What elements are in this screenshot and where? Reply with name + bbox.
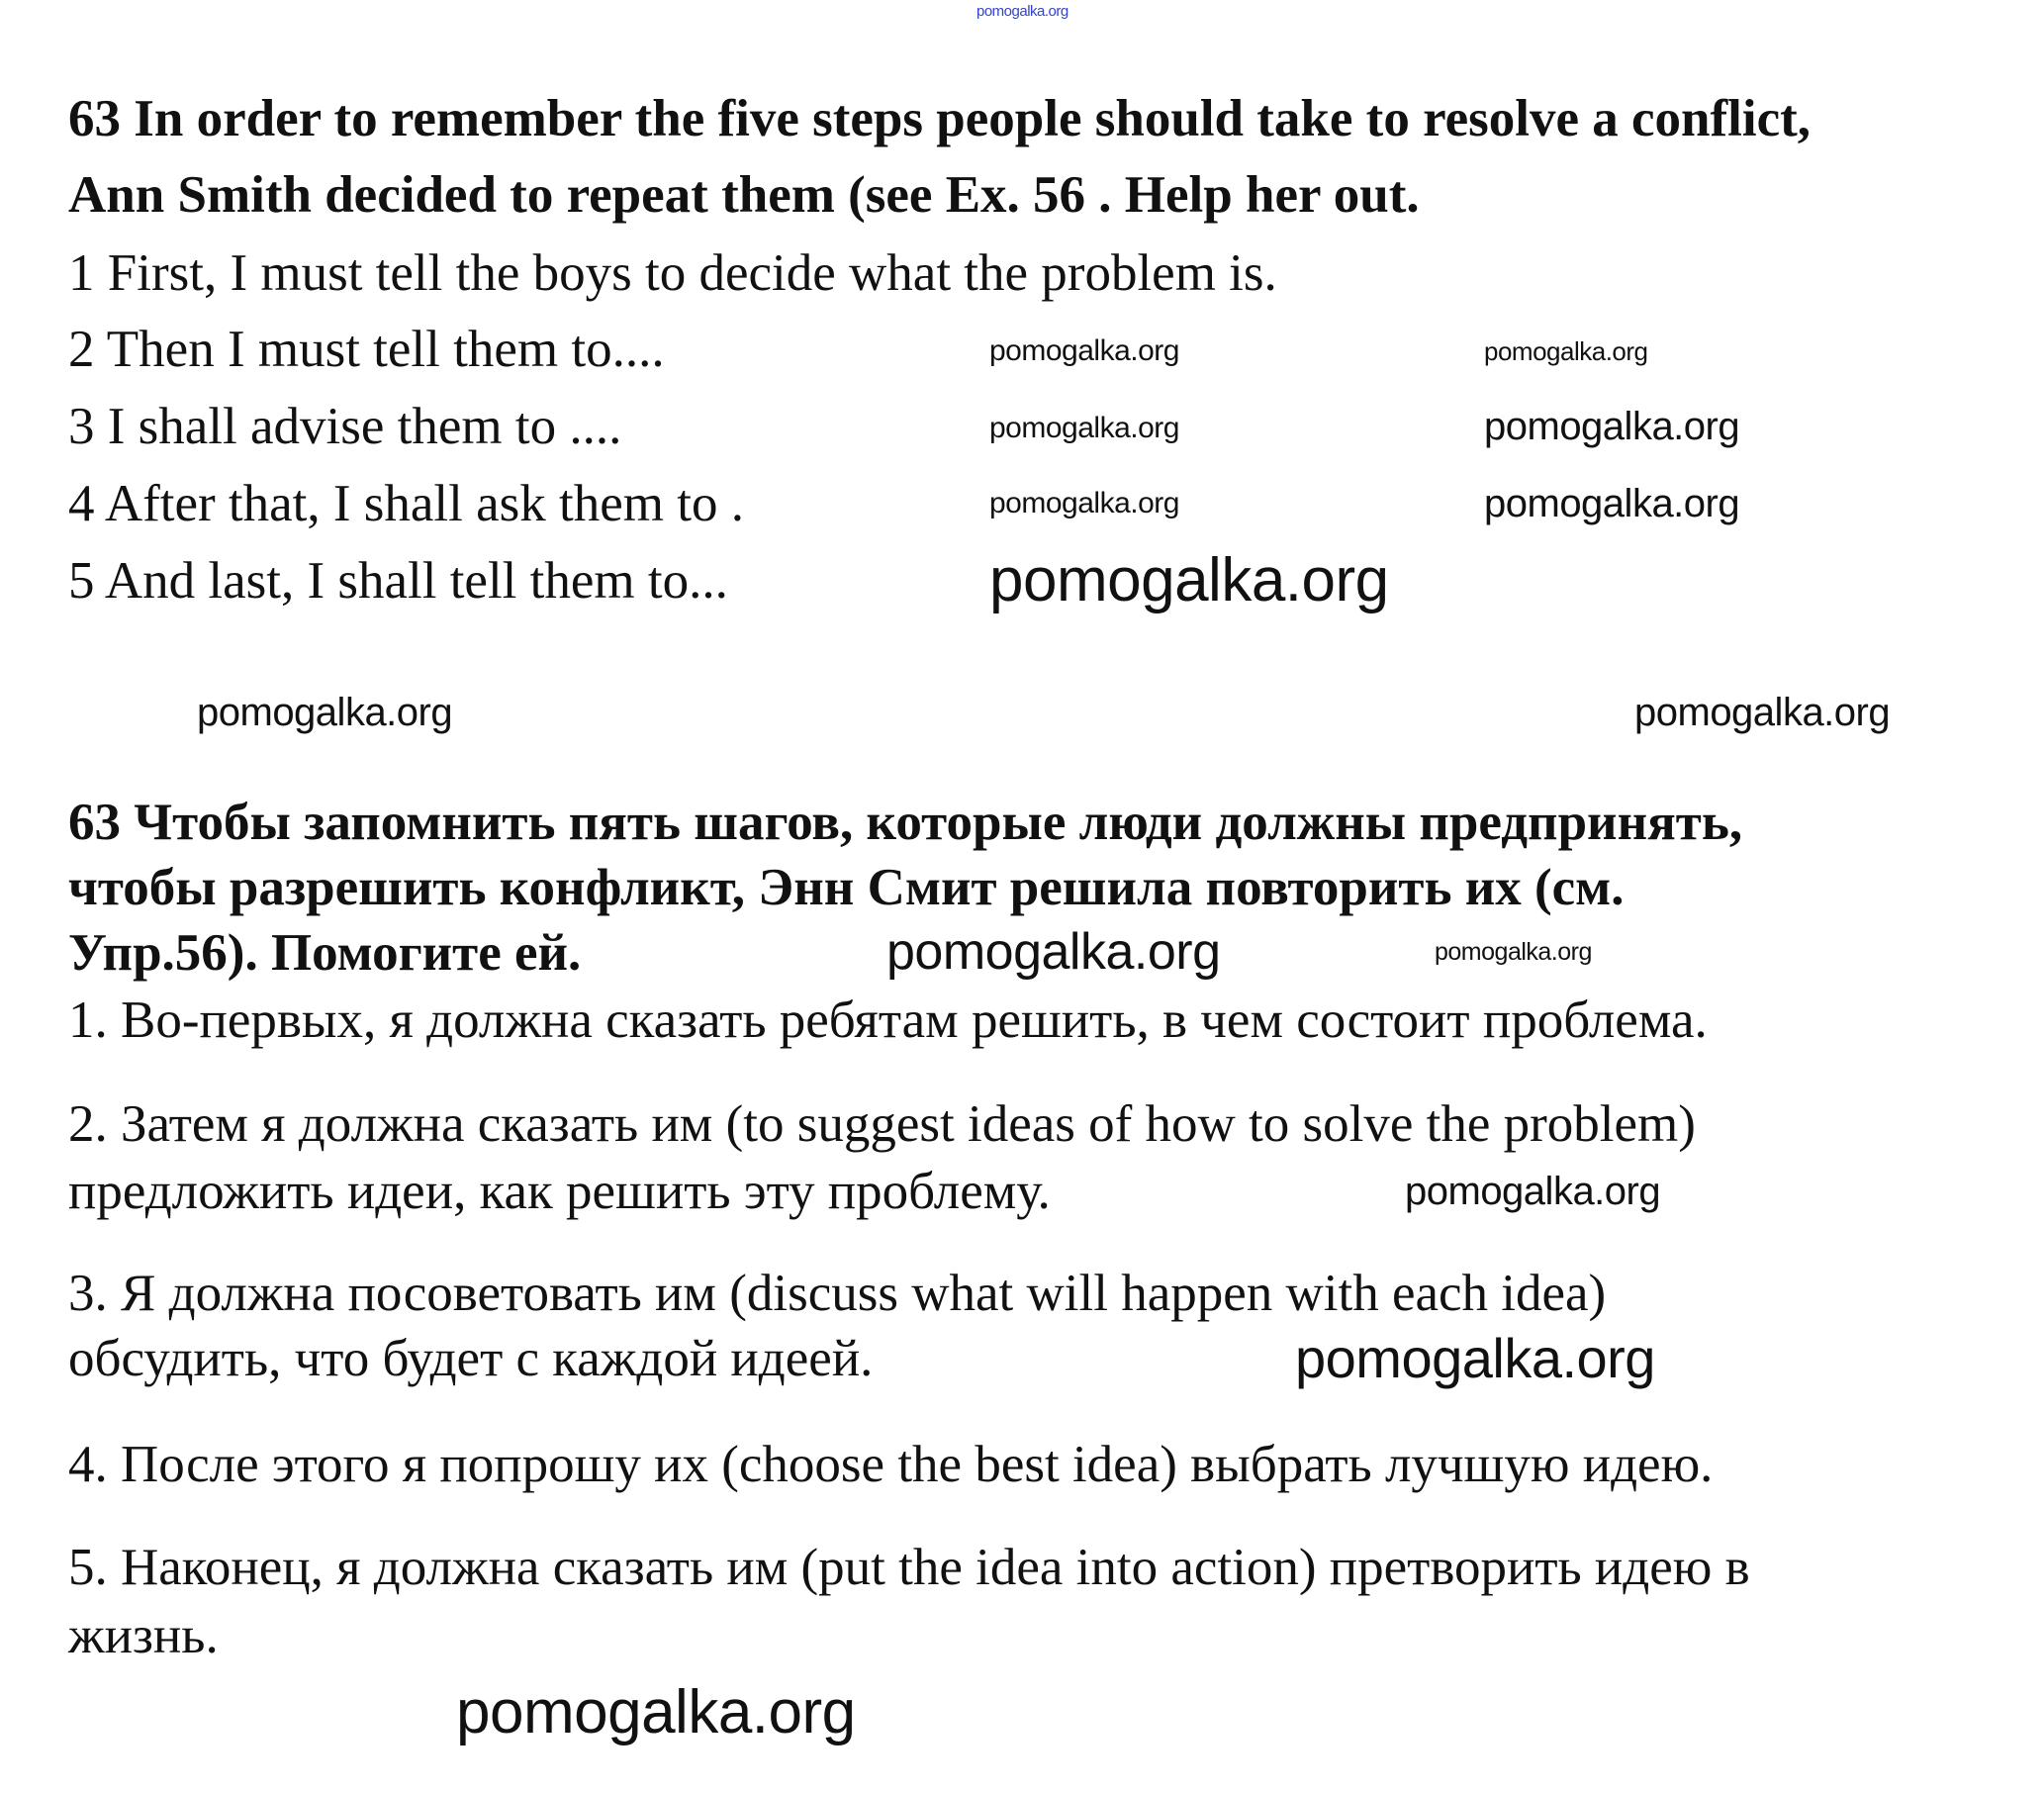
translation-heading: чтобы разрешить конфликт, Энн Смит решила повторить их (см. — [68, 859, 1625, 916]
watermark: pomogalka.org — [1295, 1327, 1655, 1389]
translation-heading: 63 Чтобы запомнить пять шагов, которые люди должны предпринять, — [68, 794, 1743, 851]
list-item: 4. После этого я попрошу их (choose the best idea) выбрать лучшую идею. — [68, 1436, 1714, 1493]
list-item: 3 I shall advise them to .... — [68, 398, 622, 455]
watermark: pomogalka.org — [1484, 336, 1648, 366]
list-item: 5 And last, I shall tell them to... — [68, 552, 728, 610]
watermark: pomogalka.org — [989, 334, 1179, 367]
translation-heading: Упр.56). Помогите ей. — [68, 924, 582, 982]
watermark: pomogalka.org — [989, 487, 1179, 519]
list-item: 1. Во-первых, я должна сказать ребятам решить, в чем состоит проблема. — [68, 991, 1708, 1049]
list-item-continuation: обсудить, что будет с каждой идеей. — [68, 1330, 874, 1387]
watermark: pomogalka.org — [989, 412, 1179, 444]
list-item: 4 After that, I shall ask them to . — [68, 475, 744, 532]
watermark: pomogalka.org — [456, 1678, 856, 1746]
list-item-continuation: предложить идеи, как решить эту проблему. — [68, 1163, 1051, 1220]
watermark: pomogalka.org — [989, 546, 1389, 614]
exercise-heading: Ann Smith decided to repeat them (see Ex. 56 . Help her out. — [68, 166, 1420, 224]
list-item: 3. Я должна посоветовать им (discuss what will happen with each idea) — [68, 1265, 1607, 1322]
watermark: pomogalka.org — [1405, 1170, 1661, 1213]
watermark: pomogalka.org — [1484, 482, 1740, 525]
list-item: 5. Наконец, я должна сказать им (put the idea into action) претворить идею в — [68, 1539, 1750, 1596]
list-item: 1 First, I must tell the boys to decide what the problem is. — [68, 244, 1277, 302]
watermark: pomogalka.org — [197, 691, 453, 734]
watermark: pomogalka.org — [1484, 405, 1740, 448]
watermark: pomogalka.org — [886, 923, 1221, 981]
exercise-heading: 63 In order to remember the five steps people should take to resolve a conflict, — [68, 90, 1812, 147]
list-item-continuation: жизнь. — [68, 1607, 219, 1664]
list-item: 2 Then I must tell them to.... — [68, 321, 665, 378]
watermark: pomogalka.org — [1634, 691, 1891, 734]
watermark-top-link[interactable]: pomogalka.org — [976, 3, 1068, 20]
watermark: pomogalka.org — [1435, 938, 1592, 966]
list-item: 2. Затем я должна сказать им (to suggest ideas of how to solve the problem) — [68, 1095, 1696, 1153]
